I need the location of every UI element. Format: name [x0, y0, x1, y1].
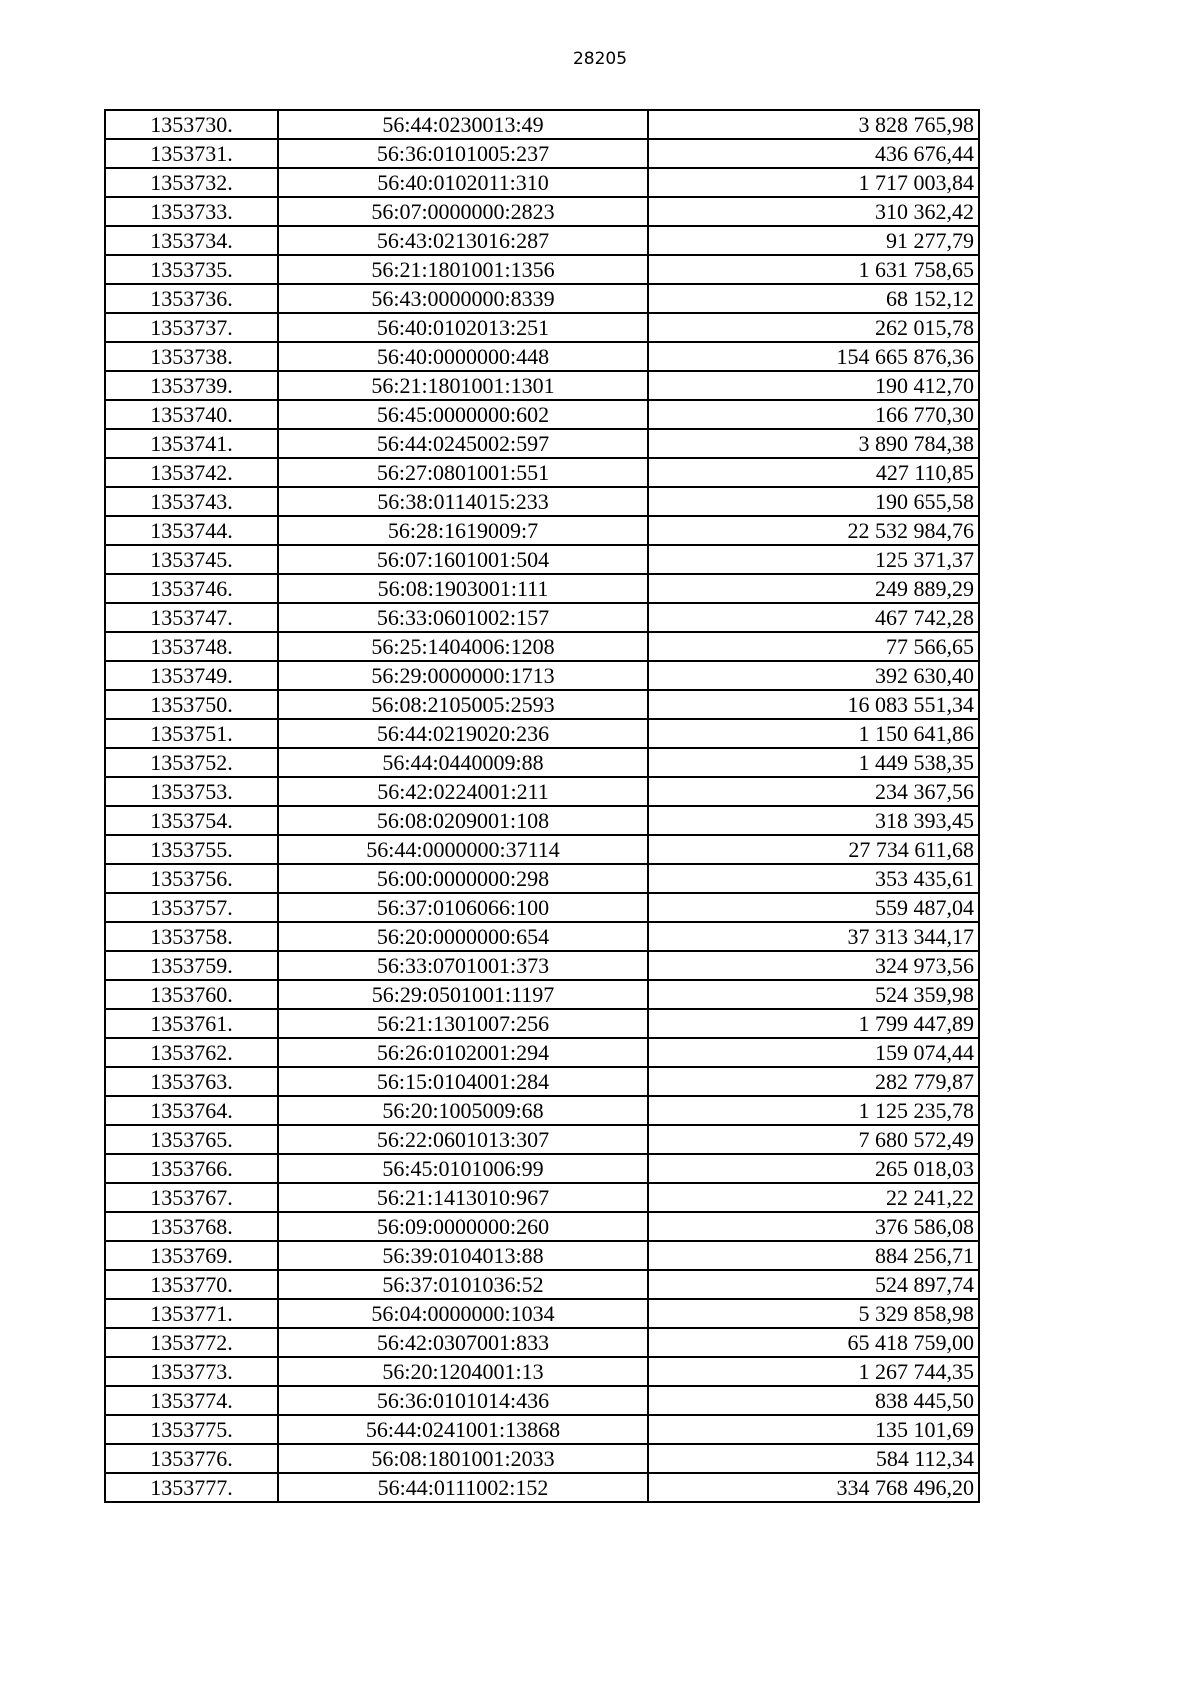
cadastral-value-cell: 436 676,44: [648, 139, 979, 168]
cadastral-number-cell: 56:04:0000000:1034: [278, 1299, 648, 1328]
cadastral-number-cell: 56:38:0114015:233: [278, 487, 648, 516]
row-number-cell: 1353765.: [105, 1125, 278, 1154]
cadastral-value-table: [104, 109, 980, 1503]
cadastral-value-cell: 282 779,87: [648, 1067, 979, 1096]
table-row: [105, 980, 979, 1009]
cadastral-number-cell: 56:07:0000000:2823: [278, 197, 648, 226]
table-row: [105, 516, 979, 545]
table-row: [105, 1096, 979, 1125]
cadastral-number-cell: 56:09:0000000:260: [278, 1212, 648, 1241]
cadastral-number-cell: 56:29:0000000:1713: [278, 661, 648, 690]
cadastral-number-cell: 56:07:1601001:504: [278, 545, 648, 574]
row-number-cell: 1353745.: [105, 545, 278, 574]
table-row: [105, 168, 979, 197]
row-number-cell: 1353754.: [105, 806, 278, 835]
cadastral-number-cell: 56:45:0101006:99: [278, 1154, 648, 1183]
table-row: [105, 1038, 979, 1067]
cadastral-number-cell: 56:37:0106066:100: [278, 893, 648, 922]
cadastral-number-cell: 56:00:0000000:298: [278, 864, 648, 893]
cadastral-value-cell: 91 277,79: [648, 226, 979, 255]
cadastral-number-cell: 56:20:1204001:13: [278, 1357, 648, 1386]
cadastral-value-cell: 838 445,50: [648, 1386, 979, 1415]
cadastral-number-cell: 56:08:1903001:111: [278, 574, 648, 603]
table-row: [105, 1154, 979, 1183]
cadastral-value-cell: 154 665 876,36: [648, 342, 979, 371]
row-number-cell: 1353758.: [105, 922, 278, 951]
table-row: [105, 255, 979, 284]
cadastral-value-cell: 1 717 003,84: [648, 168, 979, 197]
table-row: [105, 1357, 979, 1386]
row-number-cell: 1353744.: [105, 516, 278, 545]
cadastral-number-cell: 56:21:1801001:1356: [278, 255, 648, 284]
cadastral-number-cell: 56:25:1404006:1208: [278, 632, 648, 661]
cadastral-value-cell: 65 418 759,00: [648, 1328, 979, 1357]
cadastral-value-cell: 427 110,85: [648, 458, 979, 487]
cadastral-number-cell: 56:39:0104013:88: [278, 1241, 648, 1270]
table-row: [105, 951, 979, 980]
cadastral-value-cell: 376 586,08: [648, 1212, 979, 1241]
row-number-cell: 1353732.: [105, 168, 278, 197]
row-number-cell: 1353763.: [105, 1067, 278, 1096]
table-row: [105, 1299, 979, 1328]
page-number: 28205: [572, 49, 628, 69]
cadastral-number-cell: 56:44:0230013:49: [278, 110, 648, 139]
cadastral-number-cell: 56:33:0701001:373: [278, 951, 648, 980]
cadastral-value-cell: 68 152,12: [648, 284, 979, 313]
row-number-cell: 1353769.: [105, 1241, 278, 1270]
table-row: [105, 1444, 979, 1473]
row-number-cell: 1353766.: [105, 1154, 278, 1183]
row-number-cell: 1353768.: [105, 1212, 278, 1241]
row-number-cell: 1353749.: [105, 661, 278, 690]
table-row: [105, 1125, 979, 1154]
cadastral-number-cell: 56:44:0245002:597: [278, 429, 648, 458]
row-number-cell: 1353764.: [105, 1096, 278, 1125]
cadastral-number-cell: 56:08:1801001:2033: [278, 1444, 648, 1473]
cadastral-number-cell: 56:43:0000000:8339: [278, 284, 648, 313]
row-number-cell: 1353773.: [105, 1357, 278, 1386]
row-number-cell: 1353733.: [105, 197, 278, 226]
row-number-cell: 1353757.: [105, 893, 278, 922]
cadastral-value-cell: 190 655,58: [648, 487, 979, 516]
cadastral-number-cell: 56:21:1413010:967: [278, 1183, 648, 1212]
cadastral-value-cell: 135 101,69: [648, 1415, 979, 1444]
cadastral-number-cell: 56:29:0501001:1197: [278, 980, 648, 1009]
cadastral-number-cell: 56:33:0601002:157: [278, 603, 648, 632]
row-number-cell: 1353735.: [105, 255, 278, 284]
row-number-cell: 1353752.: [105, 748, 278, 777]
cadastral-number-cell: 56:21:1801001:1301: [278, 371, 648, 400]
cadastral-value-cell: 22 532 984,76: [648, 516, 979, 545]
table-row: [105, 1241, 979, 1270]
table-row: [105, 690, 979, 719]
table-row: [105, 313, 979, 342]
cadastral-value-cell: 16 083 551,34: [648, 690, 979, 719]
cadastral-number-cell: 56:37:0101036:52: [278, 1270, 648, 1299]
table-row: [105, 1270, 979, 1299]
table-row: [105, 603, 979, 632]
table-row: [105, 371, 979, 400]
cadastral-value-cell: 392 630,40: [648, 661, 979, 690]
row-number-cell: 1353760.: [105, 980, 278, 1009]
row-number-cell: 1353738.: [105, 342, 278, 371]
row-number-cell: 1353730.: [105, 110, 278, 139]
table-row: [105, 1067, 979, 1096]
cadastral-number-cell: 56:20:0000000:654: [278, 922, 648, 951]
cadastral-value-cell: 159 074,44: [648, 1038, 979, 1067]
row-number-cell: 1353750.: [105, 690, 278, 719]
cadastral-value-cell: 324 973,56: [648, 951, 979, 980]
cadastral-number-cell: 56:44:0111002:152: [278, 1473, 648, 1502]
cadastral-number-cell: 56:26:0102001:294: [278, 1038, 648, 1067]
cadastral-number-cell: 56:44:0219020:236: [278, 719, 648, 748]
cadastral-value-cell: 27 734 611,68: [648, 835, 979, 864]
cadastral-value-cell: 1 799 447,89: [648, 1009, 979, 1038]
cadastral-number-cell: 56:22:0601013:307: [278, 1125, 648, 1154]
table-row: [105, 487, 979, 516]
table-row: [105, 1183, 979, 1212]
cadastral-number-cell: 56:44:0000000:37114: [278, 835, 648, 864]
table-row: [105, 748, 979, 777]
cadastral-number-cell: 56:36:0101005:237: [278, 139, 648, 168]
cadastral-value-cell: 1 449 538,35: [648, 748, 979, 777]
row-number-cell: 1353759.: [105, 951, 278, 980]
table-row: [105, 545, 979, 574]
cadastral-value-cell: 467 742,28: [648, 603, 979, 632]
row-number-cell: 1353739.: [105, 371, 278, 400]
row-number-cell: 1353747.: [105, 603, 278, 632]
table-row: [105, 284, 979, 313]
table-row: [105, 1473, 979, 1502]
table-row: [105, 226, 979, 255]
table-row: [105, 661, 979, 690]
cadastral-value-cell: 190 412,70: [648, 371, 979, 400]
row-number-cell: 1353762.: [105, 1038, 278, 1067]
row-number-cell: 1353771.: [105, 1299, 278, 1328]
row-number-cell: 1353746.: [105, 574, 278, 603]
cadastral-value-cell: 249 889,29: [648, 574, 979, 603]
cadastral-value-cell: 22 241,22: [648, 1183, 979, 1212]
cadastral-number-cell: 56:43:0213016:287: [278, 226, 648, 255]
cadastral-number-cell: 56:20:1005009:68: [278, 1096, 648, 1125]
cadastral-value-cell: 125 371,37: [648, 545, 979, 574]
table-row: [105, 719, 979, 748]
table-row: [105, 806, 979, 835]
table-row: [105, 342, 979, 371]
row-number-cell: 1353774.: [105, 1386, 278, 1415]
row-number-cell: 1353748.: [105, 632, 278, 661]
cadastral-value-cell: 5 329 858,98: [648, 1299, 979, 1328]
row-number-cell: 1353740.: [105, 400, 278, 429]
row-number-cell: 1353753.: [105, 777, 278, 806]
cadastral-value-cell: 1 631 758,65: [648, 255, 979, 284]
table-row: [105, 1415, 979, 1444]
row-number-cell: 1353743.: [105, 487, 278, 516]
table-body: [105, 110, 979, 1502]
table-row: [105, 574, 979, 603]
row-number-cell: 1353742.: [105, 458, 278, 487]
cadastral-value-cell: 166 770,30: [648, 400, 979, 429]
row-number-cell: 1353756.: [105, 864, 278, 893]
row-number-cell: 1353772.: [105, 1328, 278, 1357]
cadastral-value-cell: 524 897,74: [648, 1270, 979, 1299]
table-row: [105, 1328, 979, 1357]
table-row: [105, 458, 979, 487]
cadastral-value-cell: 559 487,04: [648, 893, 979, 922]
cadastral-number-cell: 56:42:0224001:211: [278, 777, 648, 806]
row-number-cell: 1353775.: [105, 1415, 278, 1444]
cadastral-value-cell: 7 680 572,49: [648, 1125, 979, 1154]
cadastral-number-cell: 56:21:1301007:256: [278, 1009, 648, 1038]
cadastral-value-cell: 37 313 344,17: [648, 922, 979, 951]
table-row: [105, 110, 979, 139]
row-number-cell: 1353734.: [105, 226, 278, 255]
table-row: [105, 139, 979, 168]
table-row: [105, 922, 979, 951]
table-row: [105, 864, 979, 893]
cadastral-number-cell: 56:36:0101014:436: [278, 1386, 648, 1415]
cadastral-number-cell: 56:15:0104001:284: [278, 1067, 648, 1096]
table-row: [105, 1386, 979, 1415]
cadastral-number-cell: 56:28:1619009:7: [278, 516, 648, 545]
cadastral-value-cell: 265 018,03: [648, 1154, 979, 1183]
table-row: [105, 197, 979, 226]
row-number-cell: 1353761.: [105, 1009, 278, 1038]
row-number-cell: 1353770.: [105, 1270, 278, 1299]
cadastral-value-cell: 334 768 496,20: [648, 1473, 979, 1502]
row-number-cell: 1353755.: [105, 835, 278, 864]
cadastral-number-cell: 56:44:0440009:88: [278, 748, 648, 777]
table-row: [105, 1009, 979, 1038]
cadastral-number-cell: 56:44:0241001:13868: [278, 1415, 648, 1444]
table-row: [105, 429, 979, 458]
row-number-cell: 1353776.: [105, 1444, 278, 1473]
cadastral-value-cell: 353 435,61: [648, 864, 979, 893]
table-row: [105, 893, 979, 922]
row-number-cell: 1353767.: [105, 1183, 278, 1212]
table-row: [105, 835, 979, 864]
cadastral-number-cell: 56:08:0209001:108: [278, 806, 648, 835]
row-number-cell: 1353736.: [105, 284, 278, 313]
cadastral-number-cell: 56:45:0000000:602: [278, 400, 648, 429]
cadastral-number-cell: 56:40:0000000:448: [278, 342, 648, 371]
table-row: [105, 400, 979, 429]
table-row: [105, 777, 979, 806]
cadastral-number-cell: 56:42:0307001:833: [278, 1328, 648, 1357]
row-number-cell: 1353777.: [105, 1473, 278, 1502]
cadastral-value-cell: 262 015,78: [648, 313, 979, 342]
cadastral-value-cell: 77 566,65: [648, 632, 979, 661]
cadastral-value-cell: 3 890 784,38: [648, 429, 979, 458]
cadastral-value-cell: 1 125 235,78: [648, 1096, 979, 1125]
cadastral-value-cell: 884 256,71: [648, 1241, 979, 1270]
cadastral-value-cell: 234 367,56: [648, 777, 979, 806]
cadastral-value-cell: 3 828 765,98: [648, 110, 979, 139]
row-number-cell: 1353741.: [105, 429, 278, 458]
table-row: [105, 1212, 979, 1241]
cadastral-value-cell: 310 362,42: [648, 197, 979, 226]
table-row: [105, 632, 979, 661]
cadastral-value-cell: 1 267 744,35: [648, 1357, 979, 1386]
row-number-cell: 1353751.: [105, 719, 278, 748]
cadastral-value-cell: 584 112,34: [648, 1444, 979, 1473]
row-number-cell: 1353731.: [105, 139, 278, 168]
cadastral-value-cell: 1 150 641,86: [648, 719, 979, 748]
cadastral-number-cell: 56:40:0102011:310: [278, 168, 648, 197]
cadastral-number-cell: 56:27:0801001:551: [278, 458, 648, 487]
cadastral-value-cell: 318 393,45: [648, 806, 979, 835]
cadastral-number-cell: 56:40:0102013:251: [278, 313, 648, 342]
row-number-cell: 1353737.: [105, 313, 278, 342]
cadastral-value-cell: 524 359,98: [648, 980, 979, 1009]
cadastral-number-cell: 56:08:2105005:2593: [278, 690, 648, 719]
